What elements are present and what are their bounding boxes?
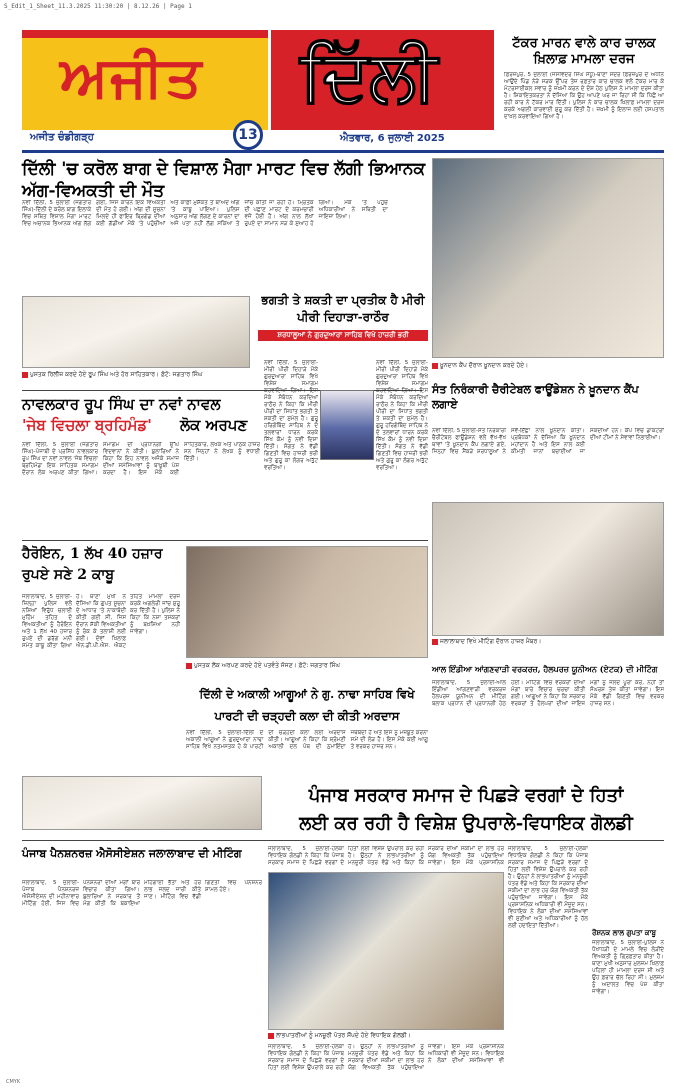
punjab-body-top: ਜਲਾਲਾਬਾਦ, 5 ਜੁਲਾਈ-ਹਲਕਾ ਵਿਧਾਇਕ ਗੋਲਡੀ ਨੇ ਕਿਹਾ ਕਿ ਪੰਜਾਬ ਸਰਕਾਰ ਸਮਾਜ ਦੇ ਪਿਛੜੇ ਵਰਗਾਂ ਦੇ ਹਿਤਾਂ ਲਈ ਵਿਸ਼ੇਸ਼ ਉਪਰਾਲੇ ਕਰ ਰਹੀ ਹੈ। ਉਨ੍ਹਾਂ ਨੇ ਲਾਭਪਾਤਰੀਆਂ ਨੂੰ ਮਨਜ਼ੂਰੀ ਪੱਤਰ ਵੰਡੇ ਅਤੇ ਕਿਹਾ ਕਿ ਸਰਕਾਰ ਦੀਆਂ ਸਕੀਮਾਂ ਦਾ ਲਾਭ ਹਰ ਯੋਗ ਵਿਅਕਤੀ ਤੱਕ ਪਹੁੰਚਾਇਆ ਜਾਵੇਗਾ। ਇਸ ਮੌਕੇ ਪ੍ਰਸ਼ਾਸਨਿਕ bbox=[268, 846, 504, 866]
print-slug: S_Edit_1_Sheet_11.3.2025 11:30:20 | 8.12.26 | Page 1 bbox=[4, 3, 192, 10]
page-number: 13 bbox=[233, 120, 263, 150]
masthead-rule bbox=[22, 150, 664, 153]
print-colorbar: CMYK bbox=[6, 1079, 21, 1085]
section-title: ਦਿੱਲੀ bbox=[300, 34, 438, 117]
novel-headline-rest: ਲੋਕ ਅਰਪਣ bbox=[180, 416, 248, 434]
brand-logo: ਅਜੀਤ bbox=[60, 44, 204, 110]
gold-headline: ਰੌਸ਼ਨਕ ਲਾਲ ਗੁਪਤਾ ਕਾਬੂ bbox=[592, 928, 656, 937]
ear-headline: ਟੱਕਰ ਮਾਰਨ ਵਾਲੇ ਕਾਰ ਚਾਲਕ ਖ਼ਿਲਾਫ਼ ਮਾਮਲਾ ਦਰਜ bbox=[512, 36, 656, 67]
novel-title-red: 'ਜੇਬ ਵਿਚਲਾ ਬ੍ਰਹਿਮੰਡ' bbox=[22, 416, 152, 434]
akali-body: ਨਵੀਂ ਦਿੱਲੀ, 5 ਜੁਲਾਈ-ਦਿੱਲੀ ਦੇ ਅਕਾਲੀ ਆਗੂਆਂ ਨੇ ਗੁਰਦੁਆਰਾ ਨਾਢਾ ਸਾਹਿਬ ਵਿਖੇ ਨਤਮਸਤਕ ਹੋ ਕੇ ਪਾਰਟੀ ਦੀ ਚੜ੍ਹਦੀ ਕਲਾ ਲਈ ਅਰਦਾਸ ਕੀਤੀ। ਆਗੂਆਂ ਨੇ ਕਿਹਾ ਕਿ ਸ਼੍ਰੋਮਣੀ ਅਕਾਲੀ ਦਲ ਪੰਥ ਦੀ ਨੁਮਾਇੰਦਾ ਜਥੇਬੰਦੀ ਹੈ ਅਤੇ ਇਸ ਨੂੰ ਮਜ਼ਬੂਤ ਕਰਨਾ ਸਮੇਂ ਦੀ ਲੋੜ ਹੈ। ਇਸ ਮੌਕੇ ਕਈ ਆਗੂ ਤੇ ਵਰਕਰ ਹਾਜ਼ਰ ਸਨ। bbox=[186, 730, 428, 750]
blood-camp-body: ਨਵੀਂ ਦਿੱਲੀ, 5 ਜੁਲਾਈ-ਸੰਤ ਨਿਰੰਕਾਰੀ ਚੈਰੀਟੇਬਲ ਫਾਊਂਡੇਸ਼ਨ ਵਲੋਂ ਵੱਖ-ਵੱਖ ਥਾਵਾਂ 'ਤੇ ਖ਼ੂਨਦਾਨ ਕੈਂਪ ਲਗਾਏ ਗਏ, ਜਿਨ੍ਹਾਂ ਵਿਚ ਸੈਂਕੜੇ ਸ਼ਰਧਾਲੂਆਂ ਨੇ ਸਵੈ-ਇੱਛਾ ਨਾਲ ਖ਼ੂਨਦਾਨ ਕੀਤਾ। ਪ੍ਰਬੰਧਕਾਂ ਨੇ ਦੱਸਿਆ ਕਿ ਖ਼ੂਨਦਾਨ ਮਹਾਂਦਾਨ ਹੈ ਅਤੇ ਇਸ ਨਾਲ ਕਈ ਕੀਮਤੀ ਜਾਨਾਂ ਬਚਾਈਆਂ ਜਾ ਸਕਦੀਆਂ ਹਨ। ਕੈਂਪ ਵਿਚ ਡਾਕਟਰਾਂ ਦੀਆਂ ਟੀਮਾਂ ਨੇ ਸੇਵਾਵਾਂ ਨਿਭਾਈਆਂ। bbox=[432, 428, 664, 455]
ear-body: ਫ਼ਿਰੋਜ਼ਪੁਰ, 5 ਜੁਲਾਈ (ਜਸਵਿੰਦਰ ਸਿੰਘ ਸੰਧੂ)-ਥਾਣਾ ਸਦਰ ਫ਼ਿਰੋਜ਼ਪੁਰ ਦੇ ਅਧੀਨ ਆਉਂਦੇ ਪਿੰਡ ਨੇੜੇ ਸੜਕ ਉੱਪਰ ਤੇਜ਼ ਰਫ਼ਤਾਰ ਕਾਰ ਚਾਲਕ ਵਲੋਂ ਟੱਕਰ ਮਾਰ ਕੇ ਮੋਟਰਸਾਈਕਲ ਸਵਾਰ ਨੂੰ ਜ਼ਖ਼ਮੀ ਕਰਨ ਦੇ ਦੋਸ਼ ਹੇਠ ਪੁਲਿਸ ਨੇ ਮਾਮਲਾ ਦਰਜ ਕੀਤਾ ਹੈ। ਸ਼ਿਕਾਇਤਕਰਤਾ ਨੇ ਦੱਸਿਆ ਕਿ ਉਹ ਆਪਣੇ ਘਰ ਜਾ ਰਿਹਾ ਸੀ ਕਿ ਪਿੱਛੋਂ ਆ ਰਹੀ ਕਾਰ ਨੇ ਟੱਕਰ ਮਾਰ ਦਿੱਤੀ। ਪੁਲਿਸ ਨੇ ਕਾਰ ਚਾਲਕ ਖ਼ਿਲਾਫ਼ ਮਾਮਲਾ ਦਰਜ ਕਰਕੇ ਅਗਲੀ ਕਾਰਵਾਈ ਸ਼ੁਰੂ ਕਰ ਦਿੱਤੀ ਹੈ। ਜ਼ਖ਼ਮੀ ਨੂੰ ਇਲਾਜ ਲਈ ਹਸਪਤਾਲ ਦਾਖ਼ਲ ਕਰਵਾਇਆ ਗਿਆ ਹੈ। bbox=[504, 72, 664, 120]
meeting-photo bbox=[432, 502, 664, 636]
meeting-caption: ਜਲਾਲਾਬਾਦ ਵਿਖੇ ਮੀਟਿੰਗ ਦੌਰਾਨ ਹਾਜ਼ਰ ਮੈਂਬਰ। bbox=[432, 638, 664, 646]
bhagti-subhead: ਸ਼ਰਧਾਲੂਆਂ ਨੇ ਗੁਰਦੁਆਰਾ ਸਾਹਿਬ ਵਿਖੇ ਹਾਜ਼ਰੀ ਭਰੀ bbox=[258, 330, 428, 341]
blood-donation-photo bbox=[432, 158, 664, 358]
blood-camp-headline: ਸੰਤ ਨਿਰੰਕਾਰੀ ਚੈਰੀਟੇਬਲ ਫਾਊਂਡੇਸ਼ਨ ਨੇ ਖ਼ੂਨਦਾਨ ਕੈਂਪ ਲਗਾਏ bbox=[432, 383, 639, 411]
gold-body: ਜਲਾਲਾਬਾਦ, 5 ਜੁਲਾਈ-ਪੁਲਿਸ ਨੇ ਧੋਖਾਧੜੀ ਦੇ ਮਾਮਲੇ ਵਿਚ ਲੋੜੀਂਦੇ ਵਿਅਕਤੀ ਨੂੰ ਗ੍ਰਿਫ਼ਤਾਰ ਕੀਤਾ ਹੈ। ਥਾਣਾ ਮੁਖੀ ਅਨੁਸਾਰ ਮੁਲਜ਼ਮ ਖ਼ਿਲਾਫ਼ ਪਹਿਲਾਂ ਹੀ ਮਾਮਲਾ ਦਰਜ ਸੀ ਅਤੇ ਉਹ ਫ਼ਰਾਰ ਚੱਲ ਰਿਹਾ ਸੀ। ਮੁਲਜ਼ਮ ਨੂੰ ਅਦਾਲਤ ਵਿਚ ਪੇਸ਼ ਕੀਤਾ ਜਾਵੇਗਾ। bbox=[592, 940, 664, 995]
akali-headline-1: ਦਿੱਲੀ ਦੇ ਅਕਾਲੀ ਆਗੂਆਂ ਨੇ ਗੁ. ਨਾਢਾ ਸਾਹਿਬ ਵਿਖੇ bbox=[199, 687, 415, 701]
leaders-photo bbox=[186, 546, 428, 658]
pensioners-headline: ਪੰਜਾਬ ਪੈਨਸ਼ਨਰਜ਼ ਐਸੋਸੀਏਸ਼ਨ ਜਲਾਲਾਬਾਦ ਦੀ ਮੀਟਿੰਗ bbox=[22, 847, 242, 860]
bhagti-body-col2: ਨਵੀਂ ਦਿੱਲੀ, 5 ਜੁਲਾਈ-ਮੀਰੀ ਪੀਰੀ ਦਿਹਾੜੇ ਮੌਕੇ ਗੁਰਦੁਆਰਾ ਸਾਹਿਬ ਵਿਖੇ ਵਿਸ਼ੇਸ਼ ਸਮਾਗਮ ਕਰਵਾਇਆ ਗਿਆ। ਇਸ ਮੌਕੇ ਸੰਬੋਧਨ ਕਰਦਿਆਂ ਰਾਠੌਰ ਨੇ ਕਿਹਾ ਕਿ ਮੀਰੀ ਪੀਰੀ ਦਾ ਸਿਧਾਂਤ ਭਗਤੀ ਤੇ ਸ਼ਕਤੀ ਦਾ ਸੁਮੇਲ ਹੈ। ਗੁਰੂ ਹਰਿਗੋਬਿੰਦ ਸਾਹਿਬ ਨੇ ਦੋ ਤਲਵਾਰਾਂ ਧਾਰਨ ਕਰਕੇ ਸਿੱਖ ਕੌਮ ਨੂੰ ਨਵੀਂ ਦਿਸ਼ਾ ਦਿੱਤੀ। ਸੰਗਤ ਨੇ ਵੱਡੀ ਗਿਣਤੀ ਵਿਚ ਹਾਜ਼ਰੀ ਭਰੀ ਅਤੇ ਗੁਰੂ ਕਾ ਲੰਗਰ ਅਤੁੱਟ ਵਰਤਿਆ। bbox=[376, 360, 428, 471]
dateline: ਐਤਵਾਰ, 6 ਜੁਲਾਈ 2025 bbox=[340, 133, 445, 144]
punjab-body-side: ਜਲਾਲਾਬਾਦ, 5 ਜੁਲਾਈ-ਹਲਕਾ ਵਿਧਾਇਕ ਗੋਲਡੀ ਨੇ ਕਿਹਾ ਕਿ ਪੰਜਾਬ ਸਰਕਾਰ ਸਮਾਜ ਦੇ ਪਿਛੜੇ ਵਰਗਾਂ ਦੇ ਹਿਤਾਂ ਲਈ ਵਿਸ਼ੇਸ਼ ਉਪਰਾਲੇ ਕਰ ਰਹੀ ਹੈ। ਉਨ੍ਹਾਂ ਨੇ ਲਾਭਪਾਤਰੀਆਂ ਨੂੰ ਮਨਜ਼ੂਰੀ ਪੱਤਰ ਵੰਡੇ ਅਤੇ ਕਿਹਾ ਕਿ ਸਰਕਾਰ ਦੀਆਂ ਸਕੀਮਾਂ ਦਾ ਲਾਭ ਹਰ ਯੋਗ ਵਿਅਕਤੀ ਤੱਕ ਪਹੁੰਚਾਇਆ ਜਾਵੇਗਾ। ਇਸ ਮੌਕੇ ਪ੍ਰਸ਼ਾਸਨਿਕ ਅਧਿਕਾਰੀ ਵੀ ਮੌਜੂਦ ਸਨ। ਵਿਧਾਇਕ ਨੇ ਲੋਕਾਂ ਦੀਆਂ ਸਮੱਸਿਆਵਾਂ ਵੀ ਸੁਣੀਆਂ ਅਤੇ ਅਧਿਕਾਰੀਆਂ ਨੂੰ ਹੱਲ ਲਈ ਹਦਾਇਤਾਂ ਦਿੱਤੀਆਂ। bbox=[508, 846, 588, 929]
pensioners-photo bbox=[22, 776, 262, 830]
punjab-headline-2: ਲਈ ਕਰ ਰਹੀ ਹੈ ਵਿਸ਼ੇਸ਼ ਉਪਰਾਲੇ-ਵਿਧਾਇਕ ਗੋਲਡੀ bbox=[299, 813, 633, 834]
novel-body: ਨਵੀਂ ਦਿੱਲੀ, 5 ਜੁਲਾਈ (ਜਗਤਾਰ ਸਿੰਘ)-ਪੰਜਾਬੀ ਦੇ ਪ੍ਰਸਿੱਧ ਨਾਵਲਕਾਰ ਰੂਪ ਸਿੰਘ ਦਾ ਨਵਾਂ ਨਾਵਲ 'ਜੇਬ ਵਿਚਲਾ ਬ੍ਰਹਿਮੰਡ' ਇਕ ਸਾਹਿਤਕ ਸਮਾਗਮ ਦੌਰਾਨ ਲੋਕ ਅਰਪਣ ਕੀਤਾ ਗਿਆ। ਸਮਾਗਮ ਦੀ ਪ੍ਰਧਾਨਗੀ ਉੱਘੇ ਵਿਦਵਾਨਾਂ ਨੇ ਕੀਤੀ। ਬੁਲਾਰਿਆਂ ਨੇ ਕਿਹਾ ਕਿ ਇਹ ਨਾਵਲ ਅਜੋਕੇ ਸਮਾਜ ਦੀਆਂ ਸਮੱਸਿਆਵਾਂ ਨੂੰ ਬਾਖ਼ੂਬੀ ਪੇਸ਼ ਕਰਦਾ ਹੈ। ਇਸ ਮੌਕੇ ਕਈ ਸਾਹਿਤਕਾਰ, ਲੇਖਕ ਅਤੇ ਪਾਠਕ ਹਾਜ਼ਰ ਸਨ ਜਿਨ੍ਹਾਂ ਨੇ ਲੇਖਕ ਨੂੰ ਵਧਾਈ ਦਿੱਤੀ। bbox=[22, 442, 260, 476]
book-release-photo bbox=[22, 296, 250, 368]
novel-headline: ਨਾਵਲਕਾਰ ਰੂਪ ਸਿੰਘ ਦਾ ਨਵਾਂ ਨਾਵਲ bbox=[22, 395, 221, 413]
bhagti-body-col1: ਨਵੀਂ ਦਿੱਲੀ, 5 ਜੁਲਾਈ-ਮੀਰੀ ਪੀਰੀ ਦਿਹਾੜੇ ਮੌਕੇ ਗੁਰਦੁਆਰਾ ਸਾਹਿਬ ਵਿਖੇ ਵਿਸ਼ੇਸ਼ ਸਮਾਗਮ ਕਰਵਾਇਆ ਗਿਆ। ਇਸ ਮੌਕੇ ਸੰਬੋਧਨ ਕਰਦਿਆਂ ਰਾਠੌਰ ਨੇ ਕਿਹਾ ਕਿ ਮੀਰੀ ਪੀਰੀ ਦਾ ਸਿਧਾਂਤ ਭਗਤੀ ਤੇ ਸ਼ਕਤੀ ਦਾ ਸੁਮੇਲ ਹੈ। ਗੁਰੂ ਹਰਿਗੋਬਿੰਦ ਸਾਹਿਬ ਨੇ ਦੋ ਤਲਵਾਰਾਂ ਧਾਰਨ ਕਰਕੇ ਸਿੱਖ ਕੌਮ ਨੂੰ ਨਵੀਂ ਦਿਸ਼ਾ ਦਿੱਤੀ। ਸੰਗਤ ਨੇ ਵੱਡੀ ਗਿਣਤੀ ਵਿਚ ਹਾਜ਼ਰੀ ਭਰੀ ਅਤੇ ਗੁਰੂ ਕਾ ਲੰਗਰ ਅਤੁੱਟ ਵਰਤਿਆ। bbox=[264, 360, 318, 471]
author-portrait bbox=[320, 390, 374, 460]
edition-label: ਅਜੀਤ ਚੰਡੀਗੜ੍ਹ bbox=[30, 132, 94, 143]
divider bbox=[22, 840, 664, 841]
leaders-caption: ਪੁਸਤਕ ਲੋਕ ਅਰਪਣ ਕਰਦੇ ਹੋਏ ਪਤਵੰਤੇ ਸੱਜਣ। ਫ਼ੋਟੋ: ਜਗਤਾਰ ਸਿੰਘ bbox=[186, 662, 428, 670]
punjab-photo bbox=[268, 872, 504, 1030]
wages-body: ਜਲਾਲਾਬਾਦ, 5 ਜੁਲਾਈ-ਆਲ ਇੰਡੀਆ ਆਂਗਣਵਾੜੀ ਵਰਕਰਜ਼ ਹੈਲਪਰਜ਼ ਯੂਨੀਅਨ ਦੀ ਮੀਟਿੰਗ ਬਲਾਕ ਪ੍ਰਧਾਨ ਦੀ ਪ੍ਰਧਾਨਗੀ ਹੇਠ ਹੋਈ। ਮੀਟਿੰਗ ਵਿਚ ਵਰਕਰਾਂ ਦੀਆਂ ਮੰਗਾਂ ਬਾਰੇ ਵਿਚਾਰ ਚਰਚਾ ਕੀਤੀ ਗਈ। ਆਗੂਆਂ ਨੇ ਕਿਹਾ ਕਿ ਸਰਕਾਰ ਵਰਕਰਾਂ ਤੇ ਹੈਲਪਰਾਂ ਦੀਆਂ ਜਾਇਜ਼ ਮੰਗਾਂ ਨੂੰ ਜਲਦ ਪੂਰਾ ਕਰੇ, ਨਹੀਂ ਤਾਂ ਸੰਘਰਸ਼ ਤੇਜ਼ ਕੀਤਾ ਜਾਵੇਗਾ। ਇਸ ਮੌਕੇ ਵੱਡੀ ਗਿਣਤੀ ਵਿਚ ਵਰਕਰ ਹਾਜ਼ਰ ਸਨ। bbox=[432, 680, 664, 707]
heroin-body: ਜਲਾਲਾਬਾਦ, 5 ਜੁਲਾਈ-ਜ਼ਿਲ੍ਹਾ ਪੁਲਿਸ ਵਲੋਂ ਨਸ਼ਿਆਂ ਵਿਰੁੱਧ ਚਲਾਈ ਮੁਹਿੰਮ ਤਹਿਤ ਦੋ ਵਿਅਕਤੀਆਂ ਨੂੰ ਹੈਰੋਇਨ ਅਤੇ 1 ਲੱਖ 40 ਹਜ਼ਾਰ ਰੁਪਏ ਦੀ ਡਰੱਗ ਮਨੀ ਸਮੇਤ ਕਾਬੂ ਕੀਤਾ ਗਿਆ ਹੈ। ਥਾਣਾ ਮੁਖੀ ਨੇ ਦੱਸਿਆ ਕਿ ਗੁਪਤ ਸੂਚਨਾ ਦੇ ਆਧਾਰ 'ਤੇ ਨਾਕਾਬੰਦੀ ਕੀਤੀ ਗਈ ਸੀ, ਜਿਸ ਦੌਰਾਨ ਸ਼ੱਕੀ ਵਿਅਕਤੀਆਂ ਨੂੰ ਰੋਕ ਕੇ ਤਲਾਸ਼ੀ ਲਈ ਗਈ। ਦੋਵਾਂ ਖ਼ਿਲਾਫ਼ ਐਨ.ਡੀ.ਪੀ.ਐਸ. ਐਕਟ ਤਹਿਤ ਮਾਮਲਾ ਦਰਜ ਕਰਕੇ ਅਗਲੇਰੀ ਜਾਂਚ ਸ਼ੁਰੂ ਕਰ ਦਿੱਤੀ ਹੈ। ਪੁਲਿਸ ਨੇ ਕਿਹਾ ਕਿ ਨਸ਼ਾ ਤਸਕਰਾਂ ਨੂੰ ਬਖ਼ਸ਼ਿਆ ਨਹੀਂ ਜਾਵੇਗਾ। bbox=[22, 594, 180, 649]
divider bbox=[22, 540, 428, 541]
punjab-headline-1: ਪੰਜਾਬ ਸਰਕਾਰ ਸਮਾਜ ਦੇ ਪਿਛੜੇ ਵਰਗਾਂ ਦੇ ਹਿਤਾਂ bbox=[308, 785, 624, 806]
blood-photo-caption: ਖ਼ੂਨਦਾਨ ਕੈਂਪ ਦੌਰਾਨ ਖ਼ੂਨਦਾਨ ਕਰਦੇ ਹੋਏ। bbox=[432, 362, 664, 370]
wages-headline: ਆਲ ਇੰਡੀਆ ਆਂਗਣਵਾੜੀ ਵਰਕਰਜ਼, ਹੈਲਪਰਜ਼ ਯੂਨੀਅਨ (ਏਟਕ) ਦੀ ਮੀਟਿੰਗ bbox=[432, 664, 658, 674]
punjab-body-bottom: ਜਲਾਲਾਬਾਦ, 5 ਜੁਲਾਈ-ਹਲਕਾ ਵਿਧਾਇਕ ਗੋਲਡੀ ਨੇ ਕਿਹਾ ਕਿ ਪੰਜਾਬ ਸਰਕਾਰ ਸਮਾਜ ਦੇ ਪਿਛੜੇ ਵਰਗਾਂ ਦੇ ਹਿਤਾਂ ਲਈ ਵਿਸ਼ੇਸ਼ ਉਪਰਾਲੇ ਕਰ ਰਹੀ ਹੈ। ਉਨ੍ਹਾਂ ਨੇ ਲਾਭਪਾਤਰੀਆਂ ਨੂੰ ਮਨਜ਼ੂਰੀ ਪੱਤਰ ਵੰਡੇ ਅਤੇ ਕਿਹਾ ਕਿ ਸਰਕਾਰ ਦੀਆਂ ਸਕੀਮਾਂ ਦਾ ਲਾਭ ਹਰ ਯੋਗ ਵਿਅਕਤੀ ਤੱਕ ਪਹੁੰਚਾਇਆ ਜਾਵੇਗਾ। ਇਸ ਮੌਕੇ ਪ੍ਰਸ਼ਾਸਨਿਕ ਅਧਿਕਾਰੀ ਵੀ ਮੌਜੂਦ ਸਨ। ਵਿਧਾਇਕ ਨੇ ਲੋਕਾਂ ਦੀਆਂ ਸਮੱਸਿਆਵਾਂ ਵੀ bbox=[268, 1044, 504, 1071]
book-photo-caption: ਪੁਸਤਕ ਰਿਲੀਜ਼ ਕਰਦੇ ਹੋਏ ਰੂਪ ਸਿੰਘ ਅਤੇ ਹੋਰ ਸਾਹਿਤਕਾਰ। ਫ਼ੋਟੋ: ਜਗਤਾਰ ਸਿੰਘ bbox=[22, 371, 250, 379]
heroin-headline: ਹੈਰੋਇਨ, 1 ਲੱਖ 40 ਹਜ਼ਾਰ ਰੁਪਏ ਸਣੇ 2 ਕਾਬੂ bbox=[22, 546, 163, 583]
fire-headline: ਦਿੱਲੀ 'ਚ ਕਰੋਲ ਬਾਗ ਦੇ ਵਿਸ਼ਾਲ ਮੈਗਾ ਮਾਰਟ ਵਿਚ ਲੱਗੀ ਭਿਆਨਕ ਅੱਗ-ਵਿਅਕਤੀ ਦੀ ਮੌਤ bbox=[22, 159, 426, 201]
fire-body: ਨਵੀਂ ਦਿੱਲੀ, 5 ਜੁਲਾਈ (ਜਗਤਾਰ ਸਿੰਘ)-ਦਿੱਲੀ ਦੇ ਕਰੋਲ ਬਾਗ ਇਲਾਕੇ ਵਿਚ ਸਥਿਤ ਵਿਸ਼ਾਲ ਮੈਗਾ ਮਾਰਟ ਵਿਚ ਅਚਾਨਕ ਭਿਆਨਕ ਅੱਗ ਲੱਗ ਗਈ, ਜਿਸ ਕਾਰਨ ਇਕ ਵਿਅਕਤੀ ਦੀ ਮੌਤ ਹੋ ਗਈ। ਅੱਗ ਦੀ ਸੂਚਨਾ ਮਿਲਦੇ ਹੀ ਫਾਇਰ ਬ੍ਰਿਗੇਡ ਦੀਆਂ ਕਈ ਗੱਡੀਆਂ ਮੌਕੇ 'ਤੇ ਪਹੁੰਚੀਆਂ ਅਤੇ ਕਾਫ਼ੀ ਮੁਸ਼ੱਕਤ ਤੋਂ ਬਾਅਦ ਅੱਗ 'ਤੇ ਕਾਬੂ ਪਾਇਆ। ਪੁਲਿਸ ਅਨੁਸਾਰ ਅੱਗ ਲੱਗਣ ਦੇ ਕਾਰਨਾਂ ਦਾ ਅਜੇ ਪਤਾ ਨਹੀਂ ਲੱਗ ਸਕਿਆ ਤੇ ਜਾਂਚ ਕੀਤੀ ਜਾ ਰਹੀ ਹੈ। ਮ੍ਰਿਤਕ ਦੀ ਪਛਾਣ ਮਾਰਟ ਦੇ ਕਰਮਚਾਰੀ ਵਜੋਂ ਹੋਈ ਹੈ। ਅੱਗ ਨਾਲ ਲੱਖਾਂ ਰੁਪਏ ਦਾ ਸਾਮਾਨ ਸੜ ਕੇ ਸੁਆਹ ਹੋ ਗਿਆ। ਮੌਕੇ 'ਤੇ ਪਹੁੰਚੇ ਅਧਿਕਾਰੀਆਂ ਨੇ ਸਥਿਤੀ ਦਾ ਜਾਇਜ਼ਾ ਲਿਆ। bbox=[22, 200, 388, 227]
pensioners-body: ਜਲਾਲਾਬਾਦ, 5 ਜੁਲਾਈ-ਪੰਜਾਬ ਪੈਨਸ਼ਨਰਜ਼ ਐਸੋਸੀਏਸ਼ਨ ਦੀ ਮਹੀਨਾਵਾਰ ਮੀਟਿੰਗ ਹੋਈ, ਜਿਸ ਵਿਚ ਪੈਨਸ਼ਨਰਾਂ ਦੀਆਂ ਮੰਗਾਂ ਬਾਰੇ ਵਿਚਾਰ ਕੀਤਾ ਗਿਆ। ਬੁਲਾਰਿਆਂ ਨੇ ਸਰਕਾਰ ਤੋਂ ਮੰਗ ਕੀਤੀ ਕਿ ਬਕਾਇਆ ਮਹਿੰਗਾਈ ਭੱਤਾ ਅਤੇ ਹੋਰ ਲਾਭ ਜਲਦ ਜਾਰੀ ਕੀਤੇ ਜਾਣ। ਮੀਟਿੰਗ ਵਿਚ ਵੱਡੀ ਗਿਣਤੀ ਵਿਚ ਪੈਨਸ਼ਨਰ ਸ਼ਾਮਲ ਹੋਏ। bbox=[22, 880, 262, 907]
punjab-caption: ਲਾਭਪਾਤਰੀਆਂ ਨੂੰ ਮਨਜ਼ੂਰੀ ਪੱਤਰ ਸੌਂਪਦੇ ਹੋਏ ਵਿਧਾਇਕ ਗੋਲਡੀ। bbox=[268, 1032, 504, 1040]
akali-headline-2: ਪਾਰਟੀ ਦੀ ਚੜ੍ਹਦੀ ਕਲਾ ਦੀ ਕੀਤੀ ਅਰਦਾਸ bbox=[214, 709, 400, 723]
bhagti-headline: ਭਗਤੀ ਤੇ ਸ਼ਕਤੀ ਦਾ ਪ੍ਰਤੀਕ ਹੈ ਮੀਰੀ ਪੀਰੀ ਦਿਹਾੜਾ-ਰਾਠੌਰ bbox=[261, 293, 425, 324]
